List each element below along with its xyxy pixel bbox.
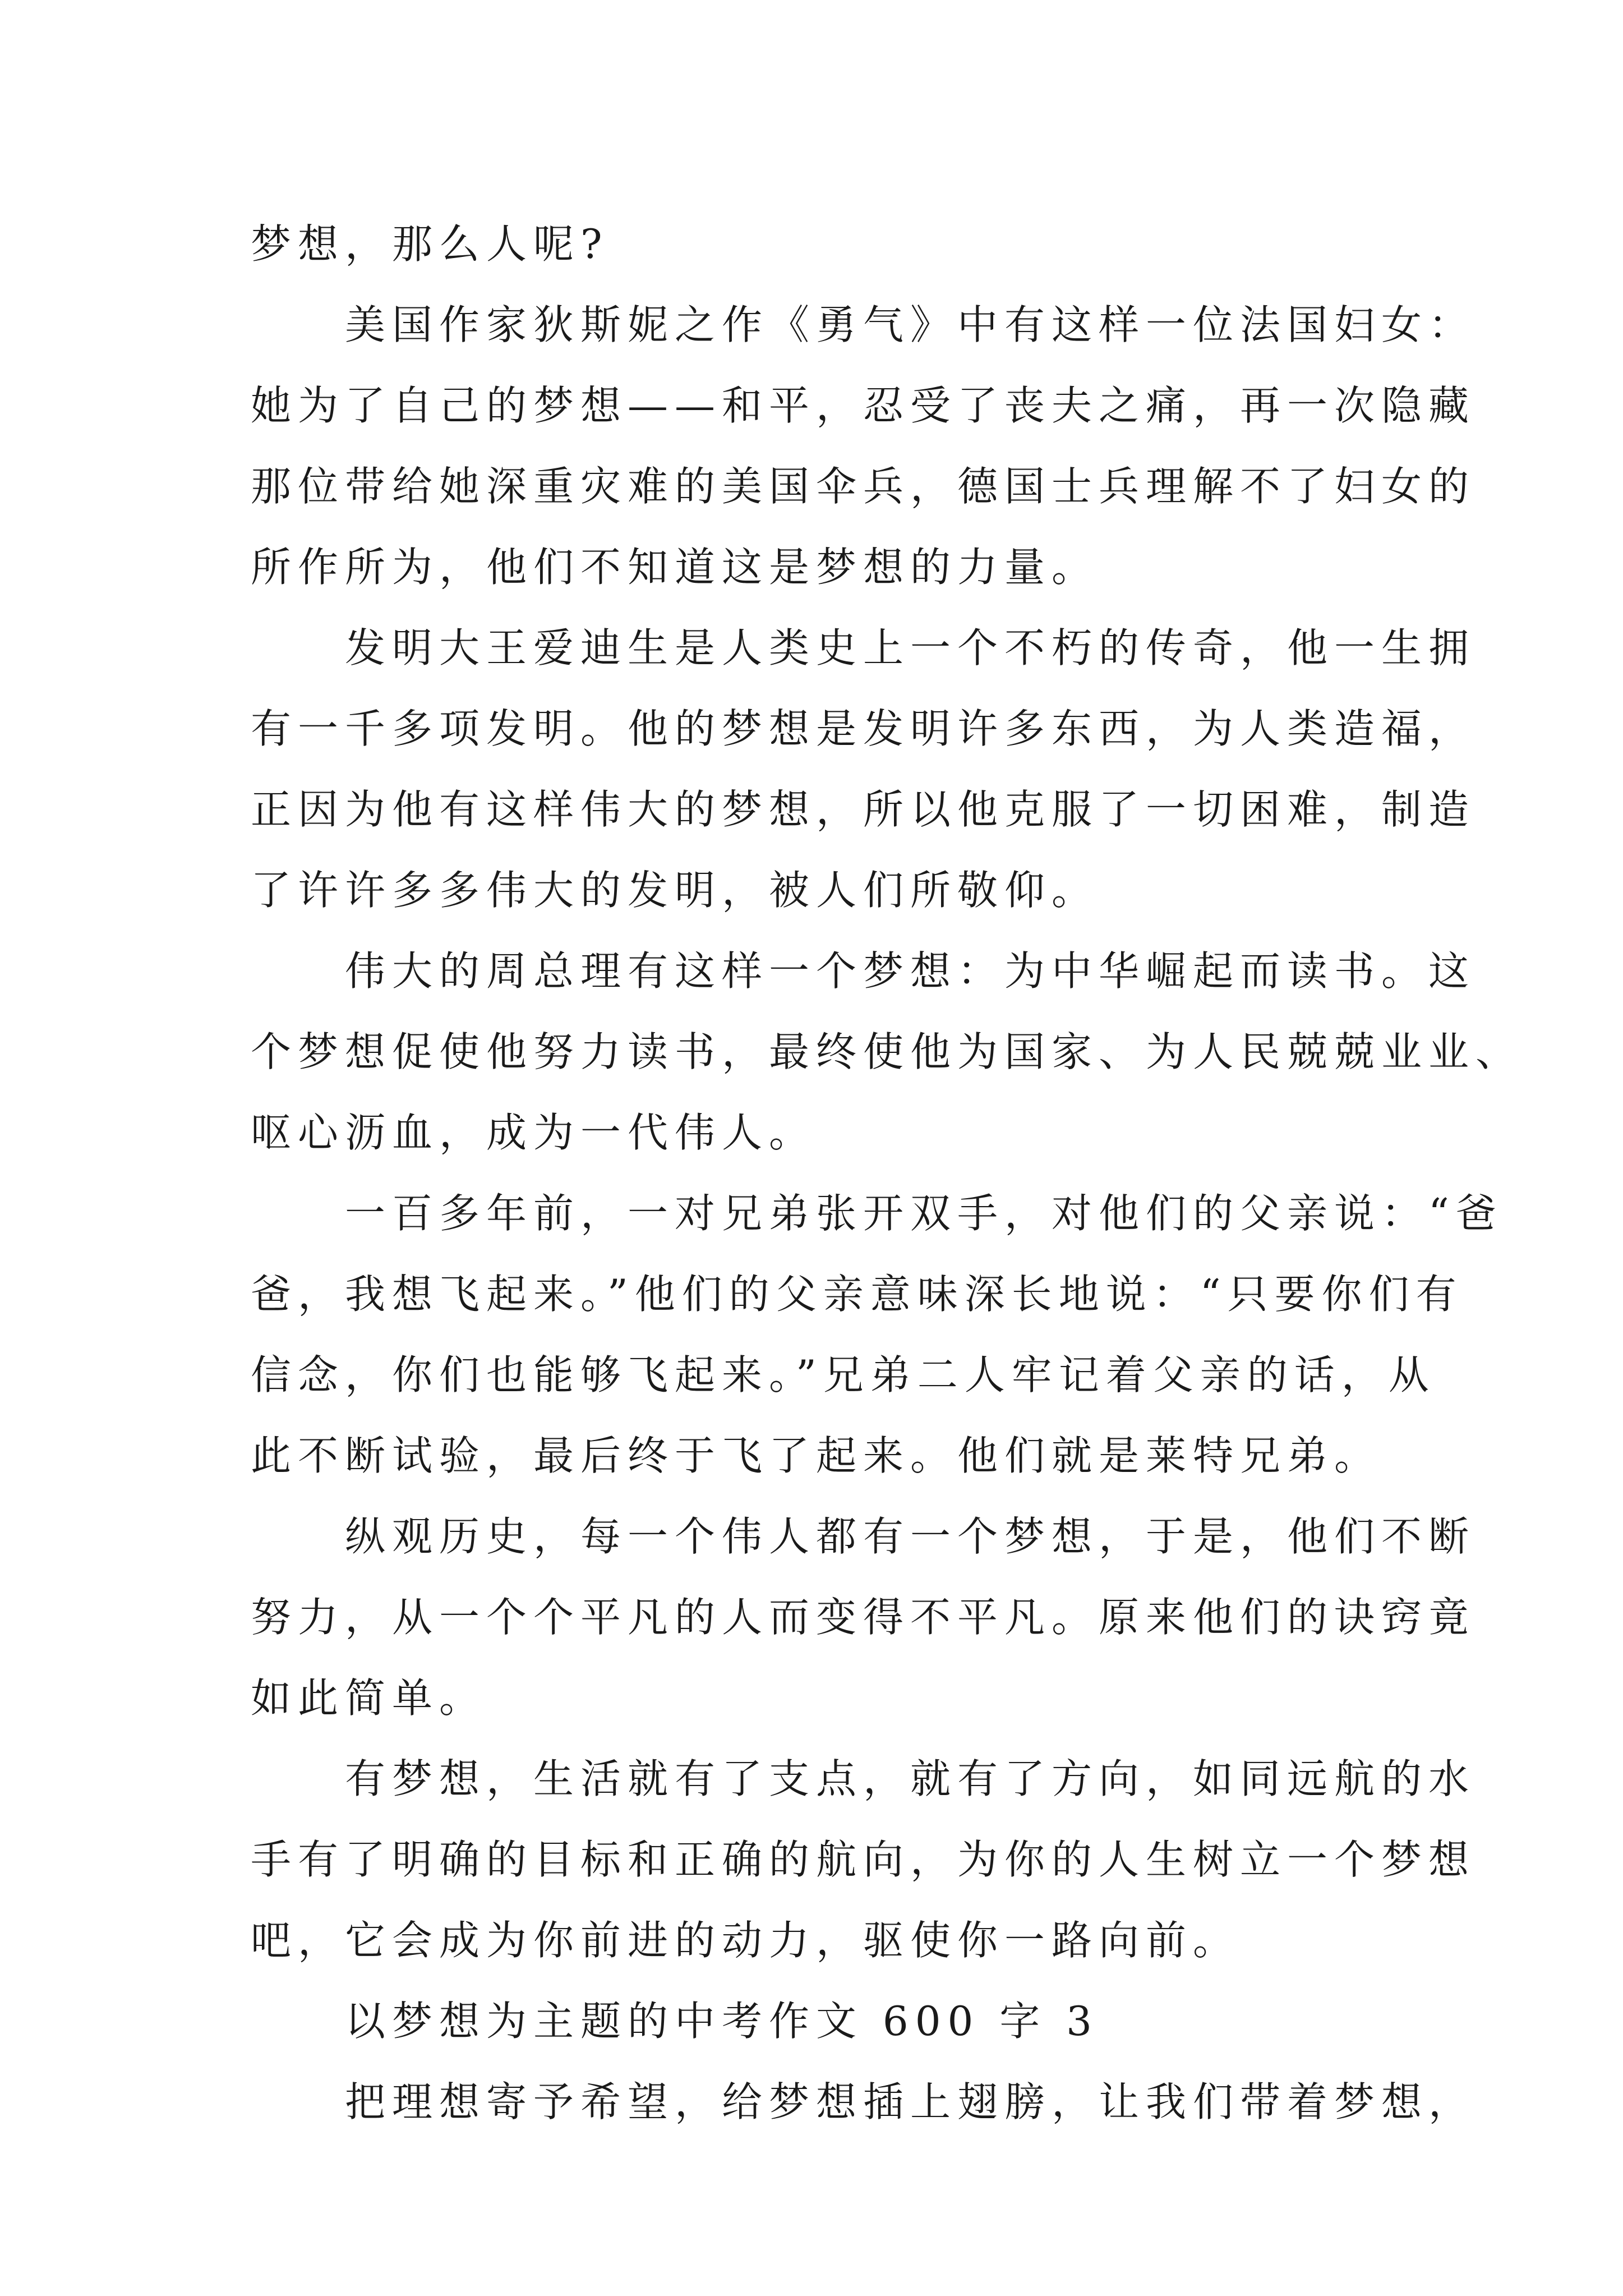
text-line: 如此简单。 xyxy=(251,1674,487,1722)
text-line: 爸，我想飞起来。”他们的父亲意味深长地说：“只要你们有 xyxy=(251,1271,1463,1318)
text-line: 纵观历史，每一个伟人都有一个梦想，于是，他们不断 xyxy=(345,1513,1476,1560)
text-line: 个梦想促使他努力读书，最终使他为国家、为人民兢兢业业、 xyxy=(251,1028,1523,1075)
text-line: 伟大的周总理有这样一个梦想：为中华崛起而读书。这 xyxy=(345,947,1476,995)
text-line: 美国作家狄斯妮之作《勇气》中有这样一位法国妇女： xyxy=(345,301,1476,348)
text-line: 她为了自己的梦想——和平，忍受了丧夫之痛，再一次隐藏 xyxy=(251,382,1476,429)
text-line: 手有了明确的目标和正确的航向，为你的人生树立一个梦想 xyxy=(251,1836,1476,1883)
text-line: 此不断试验，最后终于飞了起来。他们就是莱特兄弟。 xyxy=(251,1432,1382,1479)
text-line: 有梦想，生活就有了支点，就有了方向，如同远航的水 xyxy=(345,1755,1476,1802)
document-body xyxy=(251,204,1523,2142)
text-line: 努力，从一个个平凡的人而变得不平凡。原来他们的诀窍竟 xyxy=(251,1594,1476,1641)
text-line: 梦想，那么人呢? xyxy=(251,220,609,268)
text-line: 了许许多多伟大的发明，被人们所敬仰。 xyxy=(251,867,1099,914)
text-line: 那位带给她深重灾难的美国伞兵，德国士兵理解不了妇女的 xyxy=(251,463,1476,510)
text-line: 一百多年前，一对兄弟张开双手，对他们的父亲说：“爸 xyxy=(345,1190,1503,1237)
text-line: 吧，它会成为你前进的动力，驱使你一路向前。 xyxy=(251,1917,1241,1964)
text-line: 正因为他有这样伟大的梦想，所以他克服了一切困难，制造 xyxy=(251,786,1476,833)
text-line: 呕心沥血，成为一代伟人。 xyxy=(251,1109,817,1156)
text-line: 把理想寄予希望，给梦想插上翅膀，让我们带着梦想， xyxy=(345,2078,1476,2125)
text-line: 有一千多项发明。他的梦想是发明许多东西，为人类造福， xyxy=(251,705,1476,752)
text-line: 所作所为，他们不知道这是梦想的力量。 xyxy=(251,544,1099,591)
text-line: 以梦想为主题的中考作文 600 字 3 xyxy=(345,1998,1099,2045)
text-line: 发明大王爱迪生是人类史上一个不朽的传奇，他一生拥 xyxy=(345,624,1476,671)
text-line: 信念，你们也能够飞起来。”兄弟二人牢记着父亲的话，从 xyxy=(251,1351,1436,1398)
